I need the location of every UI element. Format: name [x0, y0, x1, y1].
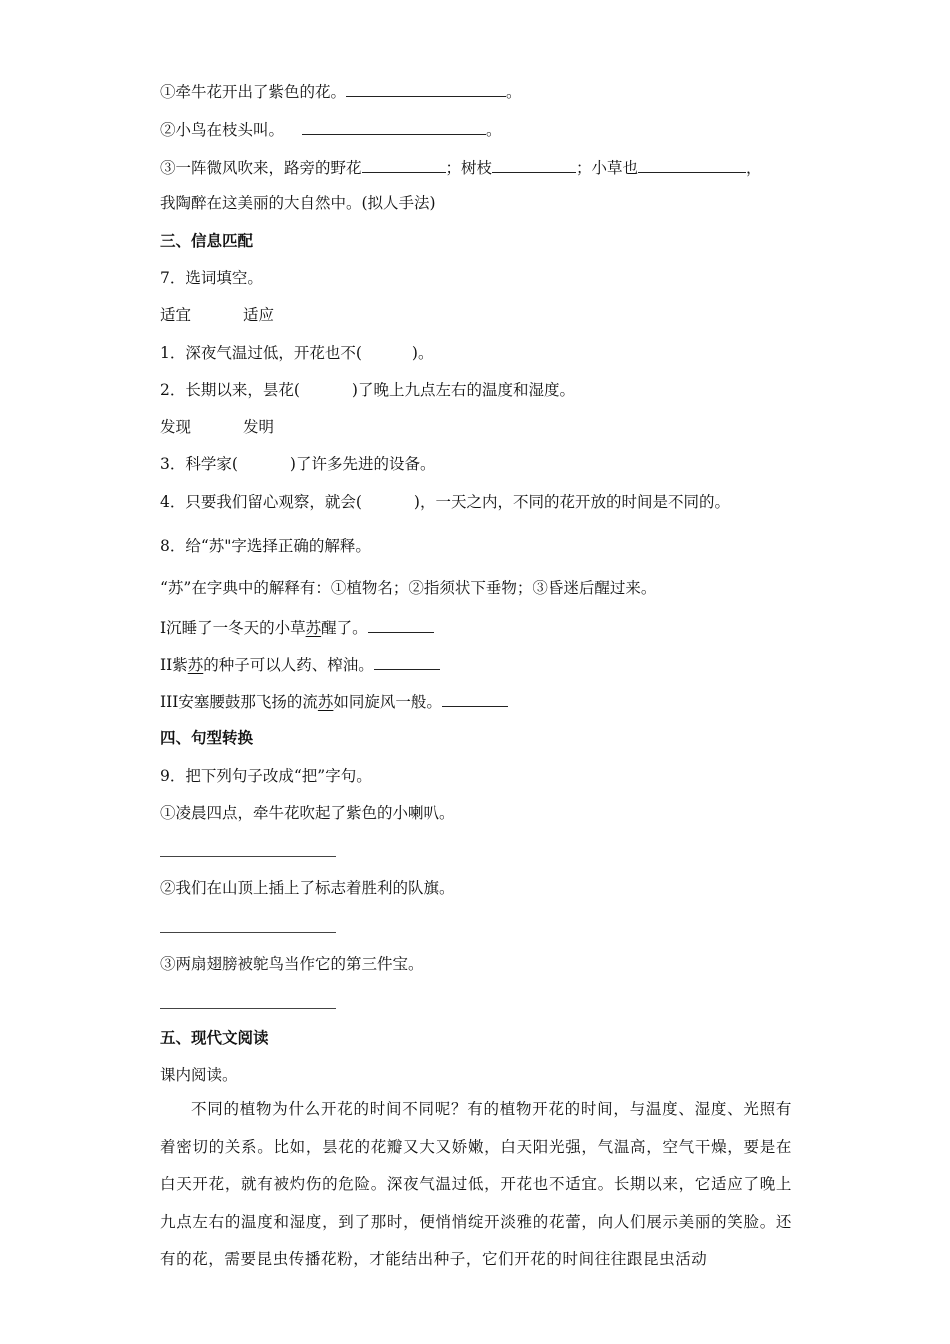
q6-item-3	[160, 156, 762, 179]
q7-wordset-1	[160, 304, 274, 326]
q8-item-iii-blank[interactable]	[442, 690, 508, 707]
q7-sentence-4-b: )，一天之内，不同的花开放的时间是不同的。	[413, 493, 730, 511]
q9-item-3: ③两扇翅膀被鸵鸟当作它的第三件宝。	[160, 955, 424, 973]
q8-definitions: “苏”在字典中的解释有：①植物名；②指须状下垂物；③昏迷后醒过来。	[160, 579, 657, 597]
q7-sentence-4	[160, 491, 730, 513]
q7-prompt: 7．选词填空。	[160, 269, 263, 287]
q8-item-iii-a: III安塞腰鼓那飞扬的流	[160, 693, 318, 711]
q7-sentence-1	[160, 342, 433, 364]
q7-sentence-4-a: 4．只要我们留心观察，就会(	[160, 493, 362, 511]
q6-item-3-blank-3[interactable]	[638, 156, 746, 173]
q6-item-3-text-c: ；小草也	[576, 159, 639, 177]
q8-item-ii	[160, 653, 440, 676]
q8-item-iii	[160, 690, 508, 713]
q9-answer-line-1[interactable]	[160, 856, 336, 857]
q6-item-2	[160, 118, 502, 141]
q9-item-1: ①凌晨四点，牵牛花吹起了紫色的小喇叭。	[160, 804, 455, 822]
q6-item-1-blank[interactable]	[346, 80, 506, 97]
q7-sentence-2-b: )了晚上九点左右的温度和湿度。	[351, 381, 575, 399]
q8-item-i-a: I沉睡了一冬天的小草	[160, 619, 306, 637]
q8-item-i	[160, 616, 434, 639]
section-4-heading: 四、句型转换	[160, 728, 254, 747]
q7-sentence-2-a: 2．长期以来，昙花(	[160, 381, 300, 399]
q8-item-i-b: 醒了。	[321, 619, 368, 637]
q6-item-3-text-a: ③一阵微风吹来，路旁的野花	[160, 159, 362, 177]
underlined-char: 苏	[187, 656, 204, 674]
q7-sentence-2	[160, 379, 575, 401]
q8-prompt: 8．给“苏"字选择正确的解释。	[160, 537, 371, 555]
q8-item-ii-blank[interactable]	[374, 653, 440, 670]
section-5-heading: 五、现代文阅读	[160, 1028, 269, 1047]
q6-item-3-text-b: ；树枝	[445, 159, 493, 177]
word-option: 发现	[160, 418, 192, 436]
q6-item-2-end: 。	[486, 121, 502, 139]
q7-sentence-1-b: )。	[411, 344, 434, 362]
underlined-char: 苏	[305, 619, 322, 637]
section-3-heading: 三、信息匹配	[160, 231, 254, 250]
q6-item-1	[160, 80, 522, 103]
section-5-subheading: 课内阅读。	[160, 1066, 238, 1084]
q7-wordset-2	[160, 416, 274, 438]
reading-passage: 不同的植物为什么开花的时间不同呢？有的植物开花的时间，与温度、湿度、光照有着密切的关系。比如，昙花的花瓣又大又娇嫩，白天阳光强，气温高，空气干燥，要是在白天开花，就有被灼伤的危险。深夜气温过低，开花也不适宜。长期以来，它适应了晚上九点左右的温度和湿度，到了那时，便悄悄绽开淡雅的花蕾，向人们展示美丽的笑脸。还有的花，需要昆虫传播花粉，才能结出种子，它们开花的时间往往跟昆虫活动	[160, 1100, 792, 1268]
word-option: 发明	[243, 418, 275, 436]
q8-item-iii-b: 如同旋风一般。	[333, 693, 442, 711]
q6-item-2-text: ②小鸟在枝头叫。	[160, 121, 285, 139]
q8-item-ii-a: II紫	[160, 656, 188, 674]
q8-item-i-blank[interactable]	[368, 616, 434, 633]
q6-item-3-text-d: ，	[746, 159, 762, 177]
q9-item-2: ②我们在山顶上插上了标志着胜利的队旗。	[160, 879, 455, 897]
q6-item-3-blank-1[interactable]	[362, 156, 446, 173]
q7-sentence-3	[160, 453, 435, 475]
word-option: 适宜	[160, 306, 192, 324]
q6-item-1-text: ①牵牛花开出了紫色的花。	[160, 83, 347, 101]
word-option: 适应	[243, 306, 275, 324]
q9-prompt: 9．把下列句子改成“把”字句。	[160, 767, 372, 785]
q7-sentence-1-a: 1．深夜气温过低，开花也不(	[160, 344, 362, 362]
q7-sentence-3-a: 3．科学家(	[160, 455, 238, 473]
q6-item-3-blank-2[interactable]	[492, 156, 576, 173]
q7-sentence-3-b: )了许多先进的设备。	[289, 455, 436, 473]
q6-item-3-line-2: 我陶醉在这美丽的大自然中。(拟人手法)	[160, 194, 436, 212]
underlined-char: 苏	[317, 693, 334, 711]
q9-answer-line-2[interactable]	[160, 932, 336, 933]
q6-item-1-end: 。	[506, 83, 522, 101]
q9-answer-line-3[interactable]	[160, 1008, 336, 1009]
q6-item-2-blank[interactable]	[302, 118, 486, 135]
q8-item-ii-b: 的种子可以人药、榨油。	[203, 656, 374, 674]
